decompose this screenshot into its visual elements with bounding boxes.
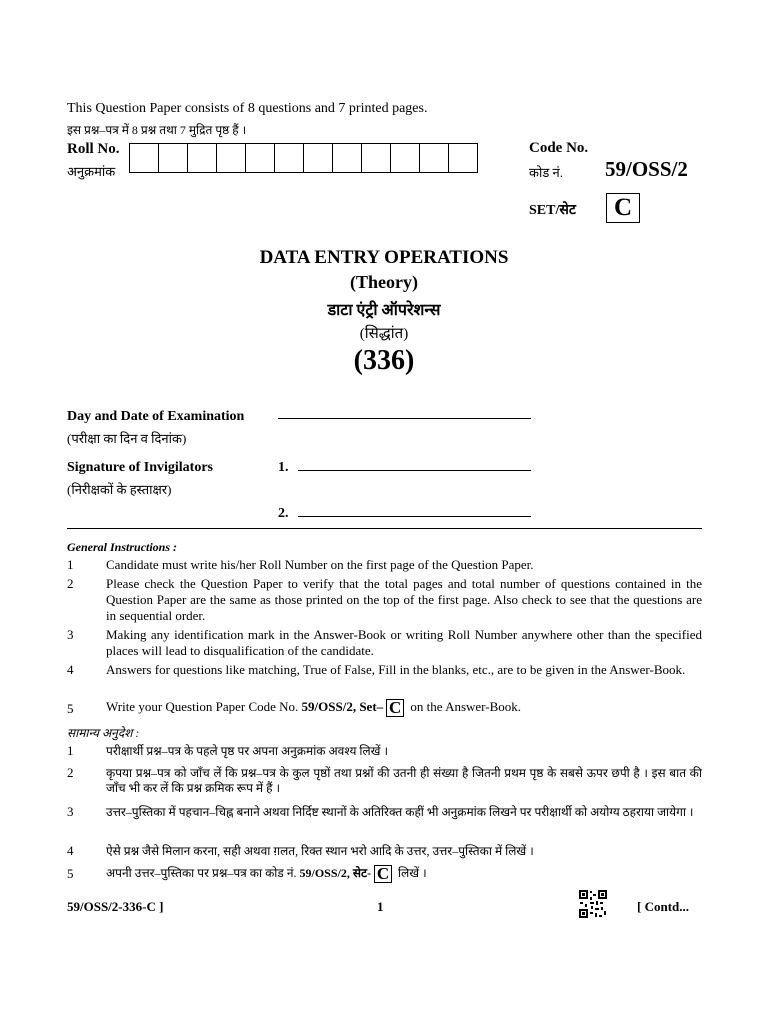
instruction-text-hindi: उत्तर–पुस्तिका में पहचान–चिह्न बनाने अथवा निर्दिष्ट स्थानों के अतिरिक्त कहीं भी अनुक्रमांक लिखने पर परीक्षार्थी को अयोग्य ठहराया जायेगा । [106,805,694,819]
instruction-number: 1 [67,557,74,572]
roll-no-box[interactable] [390,143,420,173]
code-no-label-hindi: कोड नं. [529,165,564,180]
subject-theory: (Theory) [350,272,418,292]
exam-date-label: Day and Date of Examination [67,409,245,424]
roll-no-box[interactable] [448,143,478,173]
roll-no-label-hindi: अनुक्रमांक [67,164,116,179]
code-no-label: Code No. [529,140,589,156]
general-instructions-title: General Instructions : [67,540,178,554]
roll-no-box[interactable] [158,143,188,173]
instruction-text: Making any identification mark in the Answer-Book or writing Roll Number anywhere other than the specified places will lead to disqualification of the candidate. [106,627,702,658]
instruction-text: Please check the Question Paper to verify that the total pages and total number of questions contained in the Question Paper are the same as those printed on the top of the first page. Also check to see that the questions are in sequential order. [106,576,702,623]
instruction-5-post-hindi: लिखें । [395,866,427,880]
instruction-text-hindi: परीक्षार्थी प्रश्न–पत्र के पहले पृष्ठ पर अपना अनुक्रमांक अवश्य लिखें । [106,744,389,758]
instruction-number-hindi: 3 [67,804,74,819]
instruction-text: Candidate must write his/her Roll Number on the first page of the Question Paper. [106,557,534,572]
invigilator-signature-label-hindi: (निरीक्षकों के हस्ताक्षर) [67,482,172,497]
instruction-5-code: 59/OSS/2, Set– [301,699,384,714]
code-no-value: 59/OSS/2 [605,157,688,181]
continued-label: [ Contd... [637,899,690,914]
instruction-5-set-box: C [386,699,404,717]
signature-2-field[interactable] [298,516,531,517]
roll-no-label: Roll No. [67,141,120,157]
roll-no-box[interactable] [216,143,246,173]
instruction-number-hindi: 4 [67,843,74,858]
subject-title-hindi: डाटा एंट्री ऑपरेशन्स [327,302,441,319]
instruction-number-hindi: 5 [67,866,74,881]
subject-theory-hindi: (सिद्धांत) [359,326,409,342]
instruction-text: Answers for questions like matching, True of False, Fill in the blanks, etc., are to be given in the Answer-Book. [106,662,686,677]
pages-info: This Question Paper consists of 8 questions and 7 printed pages. [67,101,428,116]
roll-no-box[interactable] [419,143,449,173]
exam-date-field[interactable] [278,418,531,419]
instruction-text-hindi [106,865,702,883]
instruction-number: 4 [67,662,74,677]
instruction-number: 3 [67,627,74,642]
instruction-text-hindi: ऐसे प्रश्न जैसे मिलान करना, सही अथवा ग़लत, रिक्त स्थान भरो आदि के उत्तर, उत्तर–पुस्तिका में लिखें । [106,844,534,858]
subject-title: DATA ENTRY OPERATIONS [259,247,509,268]
instruction-5-pre: Write your Question Paper Code No. [106,699,302,714]
roll-no-box[interactable] [361,143,391,173]
page-number: 1 [377,899,384,914]
subject-code: (336) [353,345,415,376]
set-label: SET/सेट [529,203,576,218]
roll-no-box[interactable] [332,143,362,173]
instruction-number-hindi: 1 [67,743,74,758]
divider [67,528,702,529]
exam-date-label-hindi: (परीक्षा का दिन व दिनांक) [67,431,187,446]
qr-code-icon [578,889,608,919]
roll-no-box[interactable] [303,143,333,173]
general-instructions-title-hindi: सामान्य अनुदेश : [67,726,140,740]
instruction-number-hindi: 2 [67,765,74,780]
instruction-text [106,699,702,717]
set-value-box: C [606,193,640,223]
instruction-number: 2 [67,576,74,591]
invigilator-signature-label: Signature of Invigilators [67,460,213,475]
instruction-5-code-hindi: 59/OSS/2, सेट- [299,866,372,880]
roll-no-boxes [130,143,478,173]
roll-no-box[interactable] [187,143,217,173]
roll-no-box[interactable] [245,143,275,173]
instruction-number: 5 [67,701,74,716]
instruction-text-hindi: कृपया प्रश्न–पत्र को जाँच लें कि प्रश्न–पत्र के कुल पृष्ठों तथा प्रश्नों की उतनी ही संख्या है जितनी प्रथम पृष्ठ के सबसे ऊपर छपी है । इस बात की जाँच भी कर लें कि प्रश्न क्रमिक रूप में हैं । [106,766,702,795]
signature-1-number: 1. [278,460,289,475]
footer-paper-code: 59/OSS/2-336-C ] [67,899,164,914]
instruction-5-pre-hindi: अपनी उत्तर–पुस्तिका पर प्रश्न–पत्र का कोड नं. [106,866,300,880]
instruction-5-post: on the Answer-Book. [407,699,521,714]
roll-no-box[interactable] [129,143,159,173]
pages-info-hindi: इस प्रश्न–पत्र में 8 प्रश्न तथा 7 मुद्रित पृष्ठ हैं । [67,123,247,137]
signature-2-number: 2. [278,506,289,521]
roll-no-box[interactable] [274,143,304,173]
signature-1-field[interactable] [298,470,531,471]
instruction-5-set-box-hindi: C [374,865,392,883]
